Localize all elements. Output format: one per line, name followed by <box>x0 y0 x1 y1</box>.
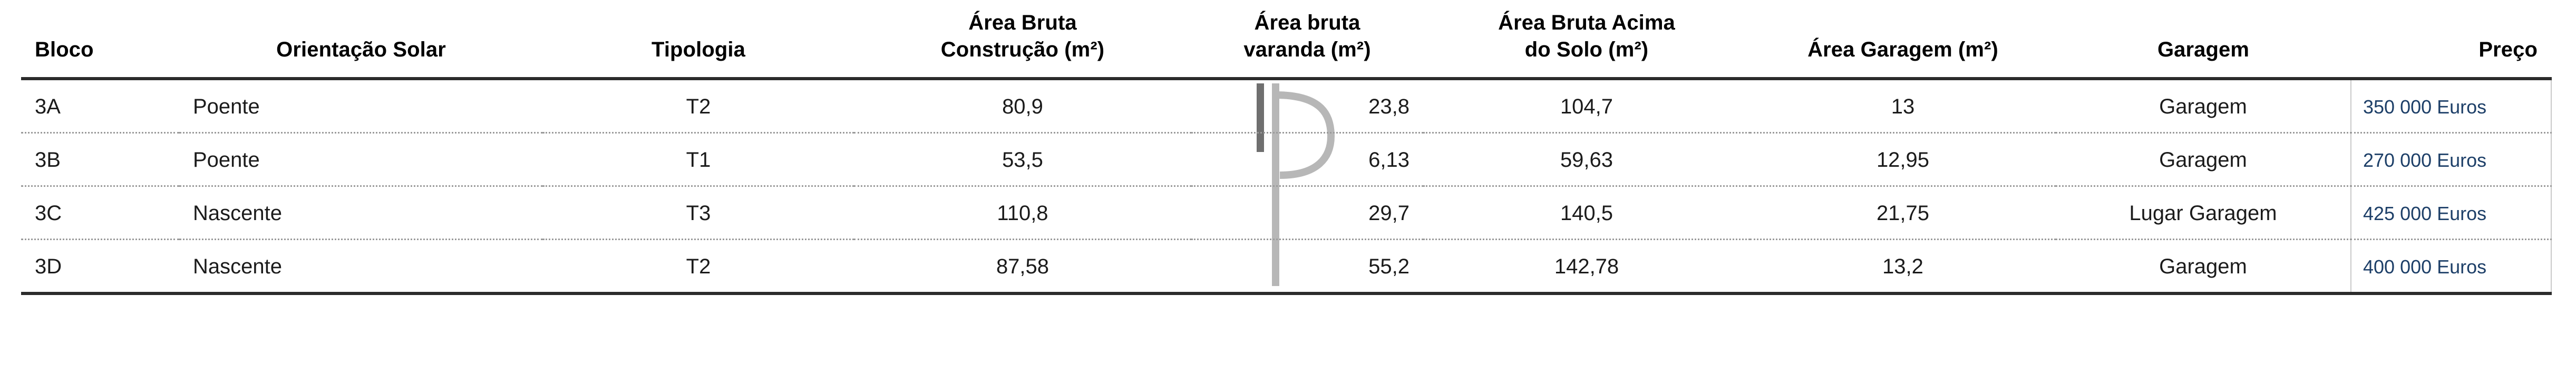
price-table <box>21 10 2552 295</box>
cell-tipologia: T3 <box>686 202 711 225</box>
cell-area-bruta-varanda: 29,7 <box>1368 202 1409 225</box>
cell-area-bruta-acima-solo: 142,78 <box>1554 255 1619 279</box>
column-header-area-garagem <box>1750 10 2056 79</box>
column-header-preco <box>2351 10 2551 79</box>
cell-orientacao: Poente <box>193 95 260 119</box>
column-header-area-bruta-varanda-line1: Área bruta <box>1254 11 1360 34</box>
cell-area-bruta-acima-solo: 140,5 <box>1560 202 1613 225</box>
cell-area-garagem: 12,95 <box>1876 148 1930 172</box>
cell-preco: 425 000 Euros <box>2351 186 2551 240</box>
column-header-tipologia-line1: Tipologia <box>652 38 745 62</box>
cell-area-bruta-varanda: 55,2 <box>1368 255 1409 279</box>
table-row <box>21 240 2551 294</box>
cell-preco: 400 000 Euros <box>2351 240 2551 294</box>
column-header-orientacao-solar-line1: Orientação Solar <box>276 38 446 62</box>
cell-area-bruta-construcao: 87,58 <box>996 255 1049 279</box>
cell-area-garagem: 13,2 <box>1882 255 1923 279</box>
column-header-area-bruta-varanda <box>1191 10 1423 79</box>
cell-area-bruta-varanda: 6,13 <box>1368 148 1409 172</box>
cell-area-bruta-construcao: 110,8 <box>997 202 1048 225</box>
cell-tipologia: T2 <box>686 255 711 279</box>
cell-orientacao: Nascente <box>193 255 282 279</box>
table-body <box>21 79 2551 293</box>
table-row <box>21 186 2551 240</box>
column-header-preco-line1: Preço <box>2478 38 2538 62</box>
cell-tipologia: T1 <box>686 148 711 172</box>
cell-area-garagem: 21,75 <box>1876 202 1930 225</box>
table-row <box>21 79 2551 133</box>
cell-garagem: Lugar Garagem <box>2129 202 2277 225</box>
column-header-area-bruta-construcao-line2: Construção (m²) <box>940 38 1105 62</box>
column-header-area-bruta-construcao <box>854 10 1191 79</box>
column-header-bloco-line1: Bloco <box>35 38 94 62</box>
cell-preco: 270 000 Euros <box>2351 133 2551 186</box>
column-header-area-bruta-varanda-line2: varanda (m²) <box>1243 38 1371 62</box>
column-header-area-bruta-acima-solo <box>1423 10 1750 79</box>
cell-bloco: 3C <box>35 202 62 225</box>
cell-bloco: 3D <box>35 255 62 279</box>
cell-bloco: 3A <box>35 95 61 119</box>
table-header <box>21 10 2551 79</box>
column-header-area-bruta-acima-solo-line1: Área Bruta Acima <box>1498 11 1675 34</box>
cell-tipologia: T2 <box>686 95 711 119</box>
column-header-tipologia <box>543 10 854 79</box>
column-header-area-garagem-line1: Área Garagem (m²) <box>1807 38 1998 62</box>
column-header-orientacao-solar <box>179 10 543 79</box>
column-header-area-bruta-acima-solo-line2: do Solo (m²) <box>1524 38 1649 62</box>
column-header-area-bruta-construcao-line1: Área Bruta <box>968 11 1077 34</box>
cell-area-garagem: 13 <box>1891 95 1915 119</box>
cell-preco: 350 000 Euros <box>2351 79 2551 133</box>
cell-orientacao: Nascente <box>193 202 282 225</box>
column-header-garagem-line1: Garagem <box>2157 38 2250 62</box>
cell-area-bruta-construcao: 80,9 <box>1002 95 1043 119</box>
cell-bloco: 3B <box>35 148 61 172</box>
column-header-garagem <box>2056 10 2351 79</box>
column-header-bloco <box>21 10 179 79</box>
cell-area-bruta-varanda: 23,8 <box>1368 95 1409 119</box>
table-header-row <box>21 10 2551 79</box>
cell-area-bruta-construcao: 53,5 <box>1002 148 1043 172</box>
cell-orientacao: Poente <box>193 148 260 172</box>
table-row <box>21 133 2551 186</box>
cell-garagem: Garagem <box>2159 148 2247 172</box>
cell-area-bruta-acima-solo: 59,63 <box>1560 148 1613 172</box>
cell-garagem: Garagem <box>2159 255 2247 279</box>
cell-area-bruta-acima-solo: 104,7 <box>1560 95 1613 119</box>
cell-garagem: Garagem <box>2159 95 2247 119</box>
